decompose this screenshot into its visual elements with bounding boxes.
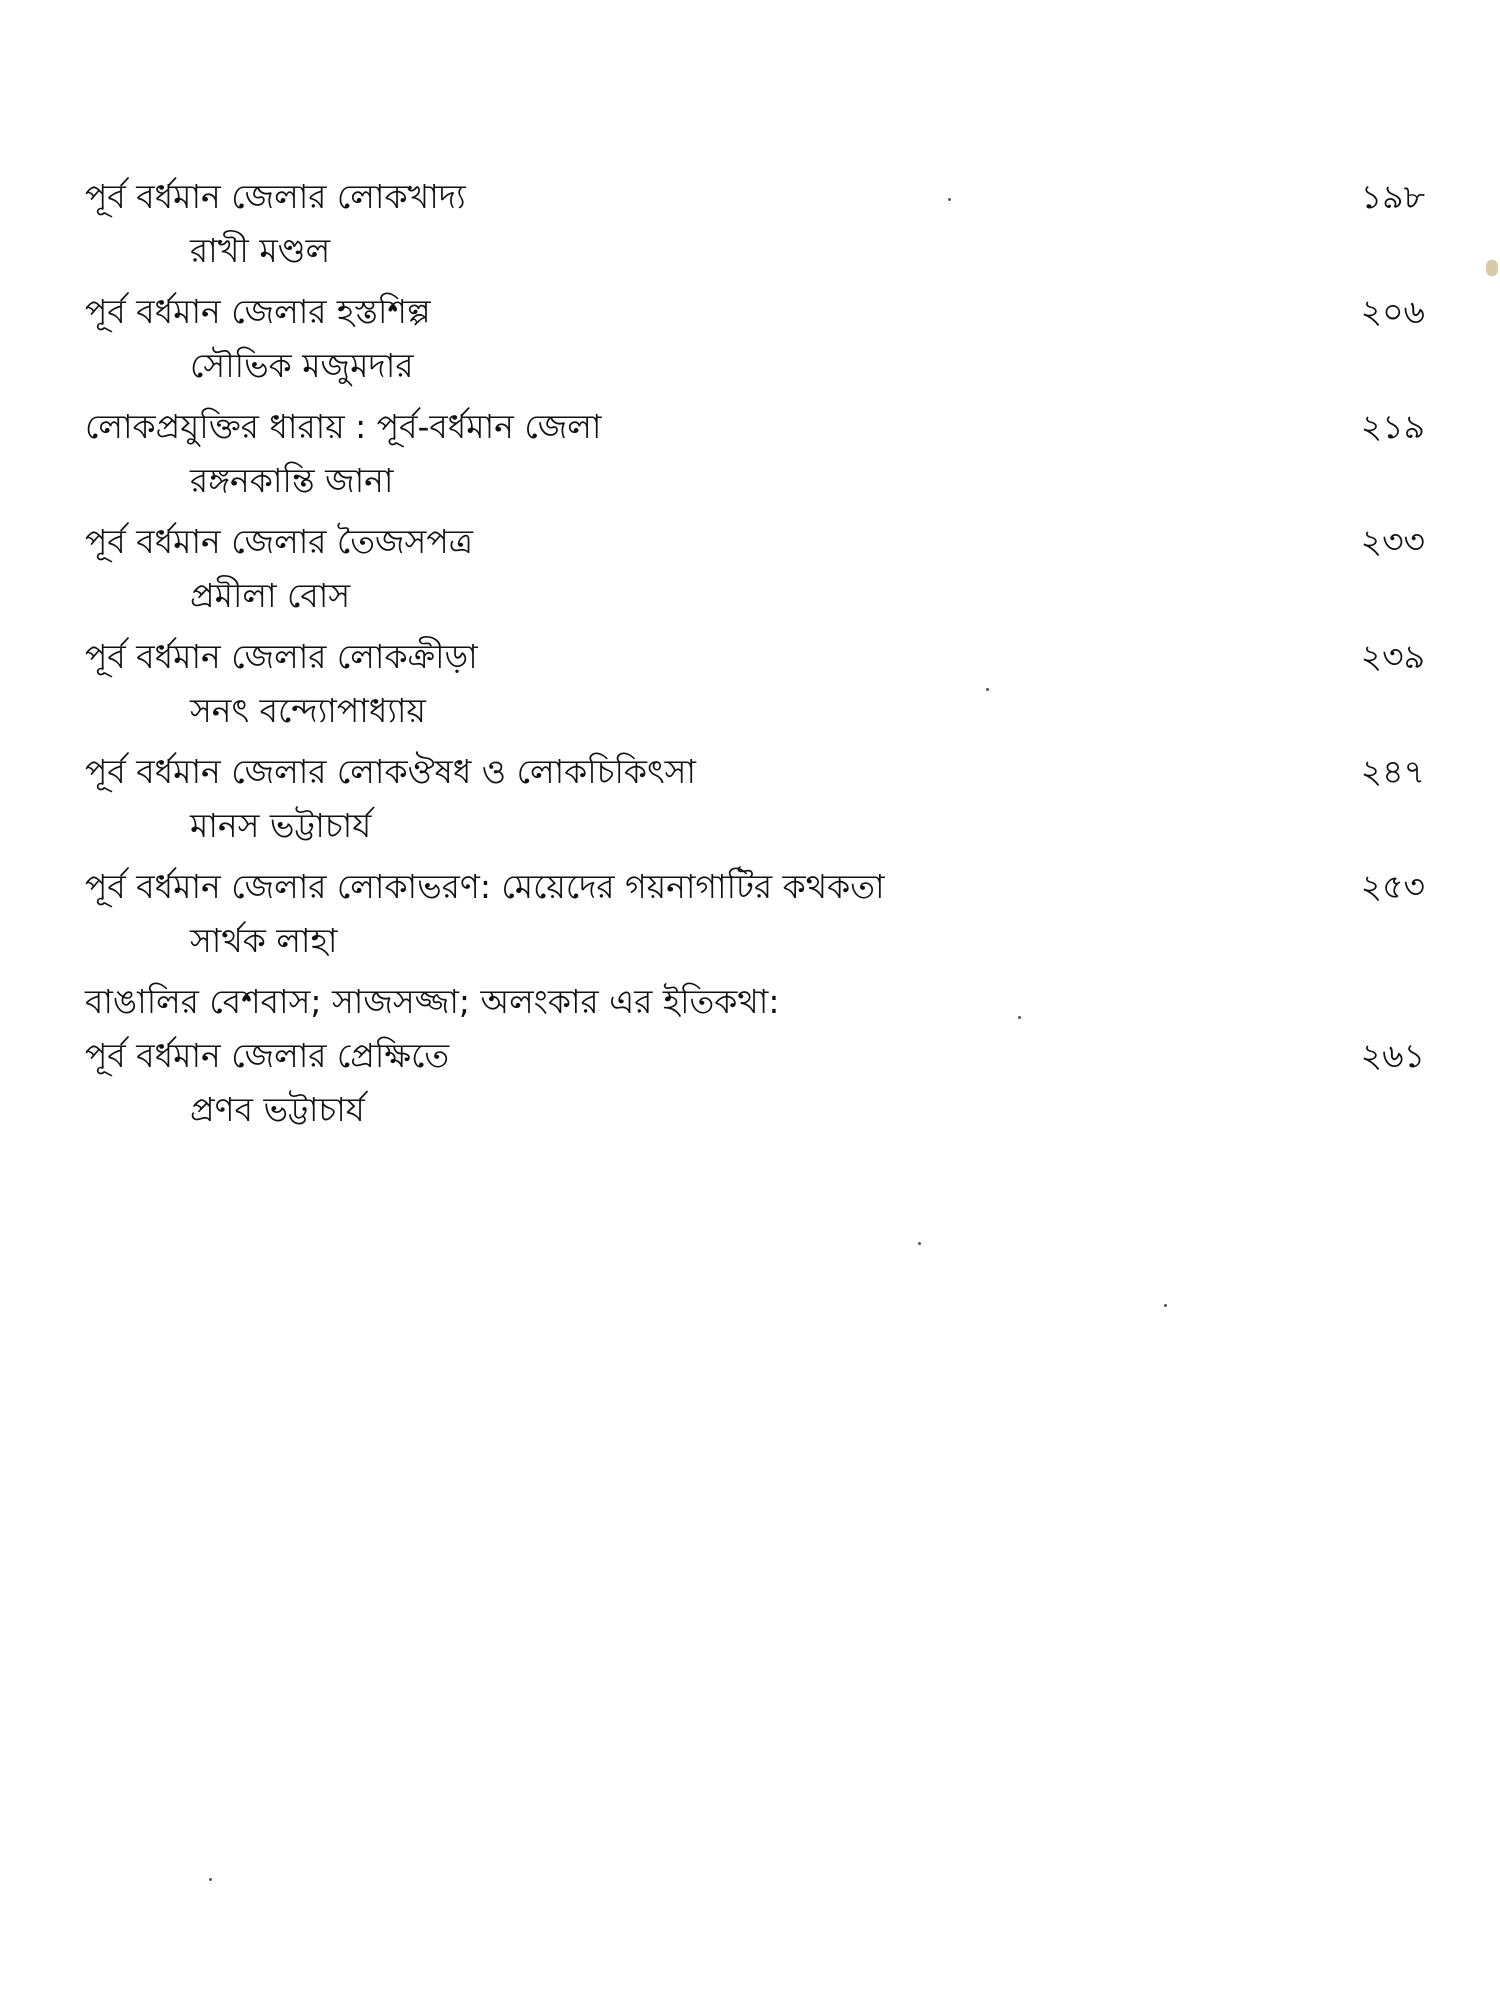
article-author: সৌভিক মজুমদার	[190, 346, 414, 385]
page-number: ২০৬	[1360, 292, 1425, 331]
toc-entry	[85, 630, 1425, 738]
article-title: পূর্ব বর্ধমান জেলার লোকক্রীড়া	[85, 637, 478, 676]
article-title: লোকপ্রযুক্তির ধারায় : পূর্ব-বর্ধমান জেলা	[85, 407, 602, 446]
scan-speck	[209, 1878, 212, 1881]
scan-speck	[1018, 1016, 1021, 1019]
article-author: মানস ভট্টাচার্য	[190, 806, 372, 845]
toc-entry	[85, 745, 1425, 853]
article-author: রাখী মণ্ডল	[190, 231, 331, 270]
toc-entry	[85, 515, 1425, 623]
scan-edge-mark	[1486, 260, 1498, 276]
article-title: পূর্ব বর্ধমান জেলার হস্তশিল্প	[85, 292, 431, 331]
article-author: রঙ্গনকান্তি জানা	[190, 461, 394, 500]
scan-speck	[986, 688, 989, 691]
toc-entry	[85, 170, 1425, 278]
page-number: ২৪৭	[1360, 752, 1425, 791]
article-title-line-1: বাঙালির বেশবাস; সাজসজ্জা; অলংকার এর ইতিকথা:	[85, 982, 780, 1021]
page-number: ২১৯	[1360, 407, 1425, 446]
article-author: প্রমীলা বোস	[190, 576, 351, 615]
scan-speck	[1164, 1304, 1167, 1307]
article-title-line-2: পূর্ব বর্ধমান জেলার প্রেক্ষিতে	[85, 1036, 450, 1075]
scan-speck	[918, 1242, 921, 1245]
article-author: সনৎ বন্দ্যোপাধ্যায়	[190, 691, 426, 730]
article-author: সার্থক লাহা	[190, 921, 338, 960]
article-title: পূর্ব বর্ধমান জেলার লোকখাদ্য	[85, 177, 466, 216]
table-of-contents	[85, 170, 1425, 1137]
toc-entry	[85, 285, 1425, 393]
page-number: ২৩৯	[1360, 637, 1425, 676]
article-title: পূর্ব বর্ধমান জেলার তৈজসপত্র	[85, 522, 473, 561]
scan-speck	[948, 198, 951, 201]
article-title: পূর্ব বর্ধমান জেলার লোকঔষধ ও লোকচিকিৎসা	[85, 752, 697, 791]
page-number: ২৩৩	[1360, 522, 1425, 561]
toc-entry	[85, 860, 1425, 968]
article-author: প্রণব ভট্টাচার্য	[190, 1090, 365, 1129]
page-number: ১৯৮	[1360, 177, 1425, 216]
toc-entry	[85, 400, 1425, 508]
toc-entry	[85, 975, 1425, 1137]
article-title: পূর্ব বর্ধমান জেলার লোকাভরণ: মেয়েদের গয়নাগাটির কথকতা	[85, 867, 885, 906]
page-number: ২৬১	[1360, 1036, 1425, 1075]
page-number: ২৫৩	[1360, 867, 1425, 906]
